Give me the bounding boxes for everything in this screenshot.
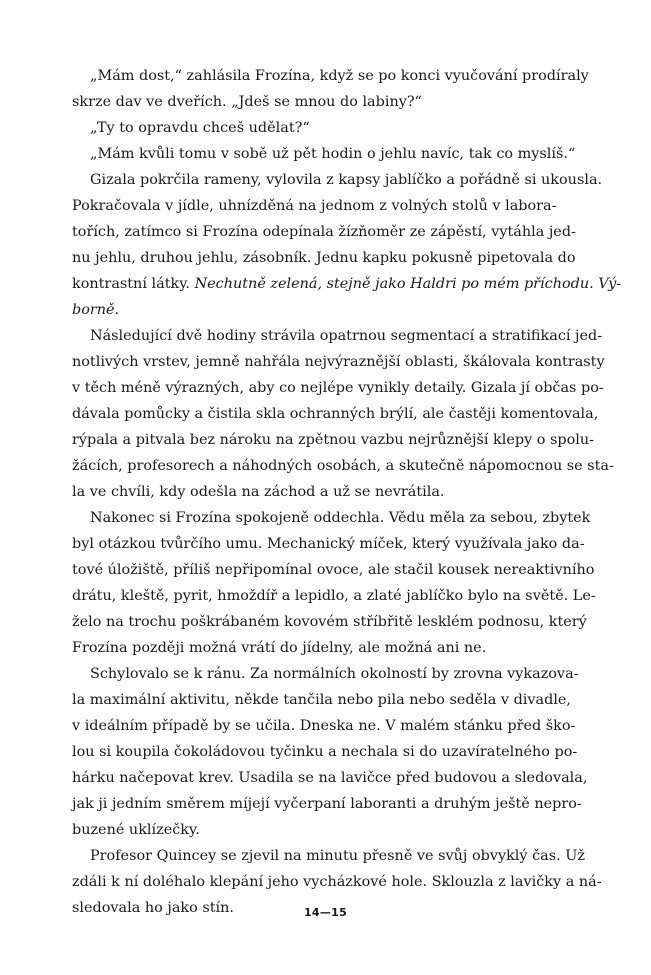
text-line: „Mám kvůli tomu v sobě už pět hodin o jehlu navíc, tak co myslíš.“ (90, 146, 576, 162)
text-line (72, 297, 547, 323)
text-line: lou si koupila čokoládovou tyčinku a nechala si do uzavíratelného po- (72, 744, 578, 760)
text-line: la maximální aktivitu, někde tančila nebo pila nebo seděla v divadle, (72, 692, 572, 708)
text-line: v těch méně výrazných, aby co nejlépe vynikly detaily. Gizala jí občas po- (72, 380, 604, 396)
italic-text-run: Nechutně zelená, stejně jako Haldri po mém příchodu. Vý- (194, 276, 622, 292)
text-line: skrze dav ve dveřích. „Jdeš se mnou do labiny?“ (72, 94, 422, 110)
text-line: buzené uklízečky. (72, 822, 200, 838)
text-line: v ideálním případě by se učila. Dneska ne. V malém stánku před ško- (72, 718, 576, 734)
text-line: notlivých vrstev, jemně nahřála nejvýraznější oblasti, škálovala kontrasty (72, 354, 605, 370)
text-line: la ve chvíli, kdy odešla na záchod a už se nevrátila. (72, 484, 445, 500)
text-line: Následující dvě hodiny strávila opatrnou segmentací a stratifikací jed- (90, 328, 603, 344)
italic-text-run: borně. (72, 302, 120, 318)
text-line: tové úložiště, příliš nepřipomínal ovoce, ale stačil kousek nereaktivního (72, 562, 595, 578)
text-line: žácích, profesorech a náhodných osobách, a skutečně nápomocnou se sta- (72, 458, 614, 474)
text-line: Pokračovala v jídle, uhnízděná na jednom z volných stolů v labora- (72, 198, 557, 214)
text-line: „Ty to opravdu chceš udělat?“ (90, 120, 310, 136)
text-line: byl otázkou tvůrčího umu. Mechanický míček, který využívala jako da- (72, 536, 585, 552)
text-line: Profesor Quincey se zjevil na minutu přesně ve svůj obvyklý čas. Už (90, 848, 586, 864)
body-text (72, 63, 622, 921)
text-line: hárku načepovat krev. Usadila se na lavičce před budovou a sledovala, (72, 770, 588, 786)
text-line: Nakonec si Frozína spokojeně oddechla. Vědu měla za sebou, zbytek (90, 510, 591, 526)
text-line: sledovala ho jako stín. (72, 900, 234, 916)
text-line: Gizala pokrčila rameny, vylovila z kapsy jablíčko a pořádně si ukousla. (90, 172, 603, 188)
text-line: rýpala a pitvala bez nároku na zpětnou vazbu nejrůznější klepy o spolu- (72, 432, 595, 448)
text-run: kontrastní látky. (72, 276, 195, 292)
text-line: želo na trochu poškrábaném kovovém stříbřitě lesklém podnosu, který (72, 614, 587, 630)
text-line: „Mám dost,“ zahlásila Frozína, když se po konci vyučování prodíraly (90, 68, 589, 84)
page-number: 14—15 (303, 906, 348, 919)
text-line: tořích, zatímco si Frozína odepínala žízňoměr ze zápěstí, vytáhla jed- (72, 224, 576, 240)
text-line: Schylovalo se k ránu. Za normálních okolností by zrovna vykazova- (90, 666, 579, 682)
text-line: nu jehlu, druhou jehlu, zásobník. Jednu kapku pokusně pipetovala do (72, 250, 576, 266)
text-line: dávala pomůcky a čistila skla ochranných brýlí, ale častěji komentovala, (72, 406, 599, 422)
text-line: zdáli k ní doléhalo klepání jeho vycházkové hole. Sklouzla z lavičky a ná- (72, 874, 602, 890)
text-line: Frozína později možná vrátí do jídelny, ale možná ani ne. (72, 640, 487, 656)
text-line: drátu, kleště, pyrit, hmoždíř a lepidlo, a zlaté jablíčko bylo na světě. Le- (72, 588, 596, 604)
text-line: jak ji jedním směrem míjejí vyčerpaní laboranti a druhým ještě nepro- (72, 796, 582, 812)
text-line (72, 271, 622, 297)
